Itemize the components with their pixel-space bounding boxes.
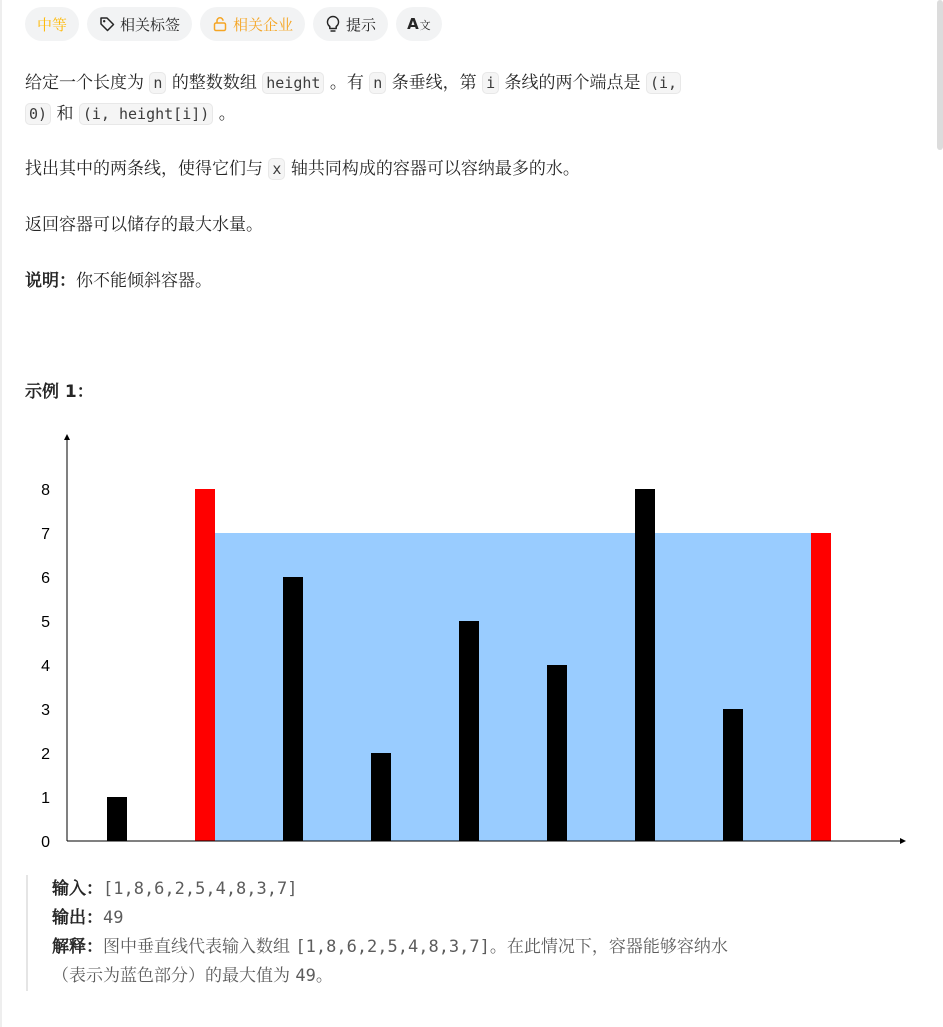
description-paragraph-2: 找出其中的两条线，使得它们与 x 轴共同构成的容器可以容纳最多的水。	[25, 159, 580, 179]
code-n: n	[149, 72, 166, 94]
tag-icon	[99, 16, 115, 32]
note-label: 说明：	[25, 271, 76, 291]
water-area	[215, 533, 811, 841]
output-value: 49	[103, 908, 124, 928]
y-tick-label-5: 5	[41, 614, 50, 631]
bar-chart	[30, 430, 910, 855]
input-label: 输入：	[52, 879, 103, 899]
example-output-line	[52, 904, 906, 933]
code-n-2: n	[369, 72, 386, 94]
tag-bar	[25, 7, 442, 41]
difficulty-badge	[25, 7, 79, 41]
y-tick-label-1: 1	[41, 790, 50, 807]
explain-value: 49	[295, 966, 316, 986]
description-paragraph-3: 返回容器可以储存的最大水量。	[25, 215, 263, 235]
y-tick-label-8: 8	[41, 482, 50, 499]
input-value: [1,8,6,2,5,4,8,3,7]	[103, 879, 298, 899]
example-explanation: 解释：图中垂直线代表输入数组 [1,8,6,2,5,4,8,3,7]。在此情况下，容器能够容纳水 （表示为蓝色部分）的最大值为 49。	[52, 937, 728, 986]
bar-4	[459, 621, 479, 841]
y-tick-label-7: 7	[41, 526, 50, 543]
example-input-line	[52, 875, 906, 904]
code-point-1a: (i,	[646, 72, 681, 94]
y-tick-label-4: 4	[41, 658, 50, 675]
related-tags-label: 相关标签	[120, 15, 181, 34]
translate-icon: A 文	[407, 15, 431, 33]
y-tick-label-2: 2	[41, 746, 50, 763]
output-label: 输出：	[52, 908, 103, 928]
example-1-title: 示例 1：	[25, 382, 94, 402]
code-x: x	[268, 158, 285, 180]
lightbulb-icon	[325, 15, 341, 33]
note-text: 你不能倾斜容器。	[76, 271, 212, 291]
bar-5	[547, 665, 567, 841]
code-point-2: (i, height[i])	[79, 103, 213, 125]
related-tags-button[interactable]	[87, 7, 192, 41]
y-tick-label-0: 0	[41, 834, 50, 851]
bar-3	[371, 753, 391, 841]
bar-6	[635, 489, 655, 841]
code-point-1b: 0)	[25, 103, 51, 125]
hint-label: 提示	[346, 15, 377, 34]
x-axis-arrow	[900, 838, 906, 844]
y-tick-label-3: 3	[41, 702, 50, 719]
related-companies-label: 相关企业	[233, 15, 294, 34]
explain-label: 解释：	[52, 937, 103, 957]
difficulty-label: 中等	[37, 15, 68, 34]
lock-icon	[212, 16, 228, 32]
highlight-bar-1	[195, 489, 215, 841]
bar-0	[107, 797, 127, 841]
y-axis-arrow	[64, 434, 70, 440]
translate-button[interactable]	[396, 7, 442, 41]
scrollbar[interactable]	[937, 0, 943, 150]
y-tick-label-6: 6	[41, 570, 50, 587]
description-paragraph-1: 给定一个长度为 n 的整数数组 height 。有 n 条垂线，第 i 条线的两个端点是 (i, 0) 和 (i, height[i]) 。	[25, 68, 835, 130]
bar-7	[723, 709, 743, 841]
explain-array: [1,8,6,2,5,4,8,3,7]	[295, 937, 490, 957]
left-border	[0, 0, 2, 1027]
example-1-block	[26, 875, 906, 991]
example-1-chart	[30, 430, 910, 855]
code-i: i	[482, 72, 499, 94]
hint-button[interactable]	[313, 7, 388, 41]
code-height: height	[262, 72, 324, 94]
description-note	[25, 266, 212, 297]
related-companies-button[interactable]	[200, 7, 305, 41]
bar-2	[283, 577, 303, 841]
highlight-bar-8	[811, 533, 831, 841]
